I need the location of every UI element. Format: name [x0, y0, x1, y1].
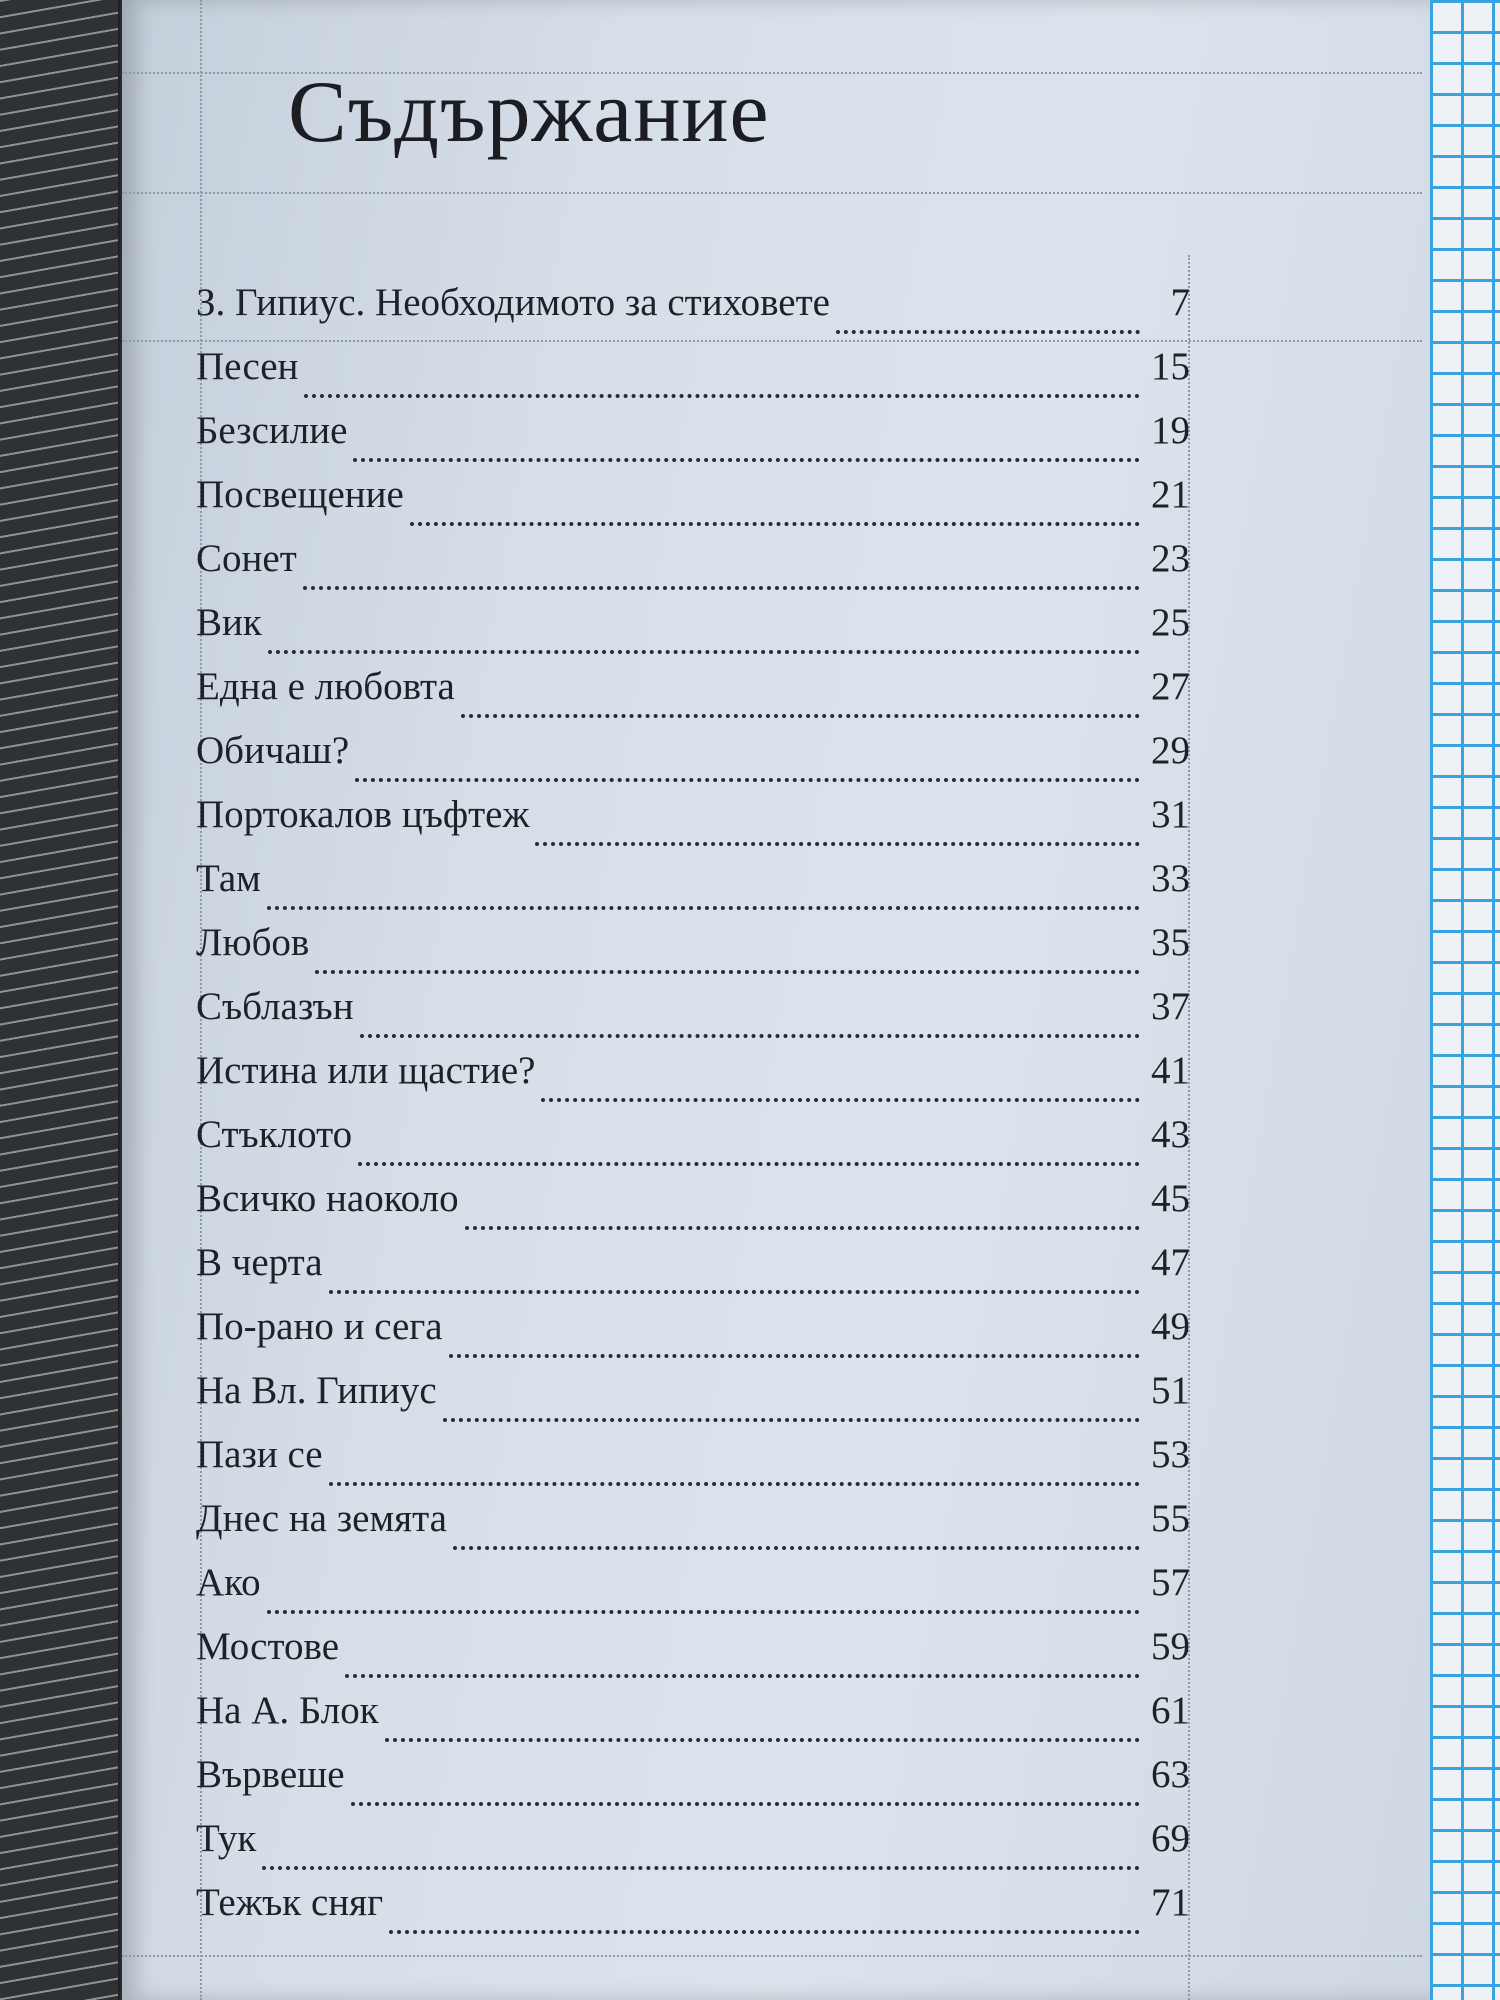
toc-entry-title: Пази се: [196, 1433, 323, 1476]
dot-leader: [410, 522, 1140, 526]
toc-entry: [196, 920, 1190, 984]
toc-entry-title: Обичаш?: [196, 729, 350, 772]
toc-entry-page-number: 21: [1151, 473, 1190, 516]
dot-leader: [449, 1354, 1140, 1358]
toc-entry-page-number: 51: [1151, 1369, 1190, 1412]
dot-leader: [355, 778, 1140, 782]
toc-entry-title: Една е любовта: [196, 665, 455, 708]
toc-entry-page-number: 25: [1151, 601, 1190, 644]
toc-entry-title: Любов: [196, 921, 310, 964]
toc-entry-title: Безсилие: [196, 409, 348, 452]
toc-entry-title: Стъклото: [196, 1113, 353, 1156]
dot-leader: [385, 1738, 1140, 1742]
toc-entry-page-number: 45: [1151, 1177, 1190, 1220]
toc-entry-page-number: 69: [1151, 1817, 1190, 1860]
toc-entry-title: Портокалов цъфтеж: [196, 793, 530, 836]
toc-entry-title: Там: [196, 857, 261, 900]
dot-leader: [453, 1546, 1140, 1550]
dot-leader: [389, 1930, 1140, 1934]
toc-entry: [196, 1240, 1190, 1304]
toc-entry-page-number: 53: [1151, 1433, 1190, 1476]
dot-leader: [541, 1098, 1140, 1102]
guide-line: [122, 192, 1422, 194]
dot-leader: [358, 1162, 1140, 1166]
toc-entry: [196, 1496, 1190, 1560]
toc-entry: [196, 1176, 1190, 1240]
toc-entry-page-number: 27: [1151, 665, 1190, 708]
dot-leader: [304, 394, 1140, 398]
toc-entry-title: Ако: [196, 1561, 261, 1604]
toc-entry-page-number: 59: [1151, 1625, 1190, 1668]
toc-entry: [196, 664, 1190, 728]
table-of-contents: [196, 280, 1190, 1944]
toc-entry-page-number: 47: [1151, 1241, 1190, 1284]
toc-entry: [196, 1048, 1190, 1112]
toc-entry-page-number: 15: [1151, 345, 1190, 388]
toc-entry: [196, 856, 1190, 920]
toc-entry-title: Сонет: [196, 537, 297, 580]
dot-leader: [267, 1610, 1140, 1614]
toc-entry-title: Тук: [196, 1817, 257, 1860]
book-spine-edge: [0, 0, 118, 2000]
toc-entry-page-number: 41: [1151, 1049, 1190, 1092]
dot-leader: [329, 1290, 1140, 1294]
toc-entry-title: Съблазън: [196, 985, 354, 1028]
toc-entry-page-number: 55: [1151, 1497, 1190, 1540]
toc-entry-title: Мостове: [196, 1625, 340, 1668]
toc-entry-title: Всичко наоколо: [196, 1177, 459, 1220]
toc-entry: [196, 1816, 1190, 1880]
dot-leader: [360, 1034, 1140, 1038]
toc-entry: [196, 472, 1190, 536]
dot-leader: [535, 842, 1140, 846]
toc-entry-page-number: 37: [1151, 985, 1190, 1028]
grid-paper: [1430, 0, 1500, 2000]
toc-entry: [196, 1304, 1190, 1368]
dot-leader: [351, 1802, 1140, 1806]
toc-entry-page-number: 7: [1170, 281, 1190, 324]
toc-entry: [196, 536, 1190, 600]
toc-entry-title: Истина или щастие?: [196, 1049, 536, 1092]
toc-entry: [196, 1560, 1190, 1624]
toc-entry-title: Посвещение: [196, 473, 404, 516]
toc-entry: [196, 280, 1190, 344]
toc-entry-page-number: 35: [1151, 921, 1190, 964]
dot-leader: [262, 1866, 1140, 1870]
dot-leader: [345, 1674, 1140, 1678]
toc-entry-title: В черта: [196, 1241, 323, 1284]
toc-entry: [196, 408, 1190, 472]
toc-entry-title: На А. Блок: [196, 1689, 379, 1732]
toc-entry-title: Песен: [196, 345, 299, 388]
toc-entry: [196, 1752, 1190, 1816]
toc-entry-title: На Вл. Гипиус: [196, 1369, 437, 1412]
toc-entry-page-number: 63: [1151, 1753, 1190, 1796]
dot-leader: [268, 650, 1140, 654]
page-title: Съдържание: [288, 64, 770, 161]
dot-leader: [443, 1418, 1140, 1422]
dot-leader: [267, 906, 1140, 910]
toc-entry: [196, 792, 1190, 856]
toc-entry: [196, 1368, 1190, 1432]
toc-entry-page-number: 33: [1151, 857, 1190, 900]
dot-leader: [303, 586, 1140, 590]
dot-leader: [315, 970, 1140, 974]
toc-entry-page-number: 71: [1151, 1881, 1190, 1924]
toc-entry: [196, 344, 1190, 408]
toc-entry: [196, 600, 1190, 664]
toc-entry: [196, 1880, 1190, 1944]
dot-leader: [465, 1226, 1140, 1230]
toc-entry: [196, 1688, 1190, 1752]
toc-entry: [196, 984, 1190, 1048]
toc-entry-title: З. Гипиус. Необходимото за стиховете: [196, 281, 830, 324]
toc-entry-title: Вървеше: [196, 1753, 345, 1796]
toc-entry-page-number: 43: [1151, 1113, 1190, 1156]
toc-entry-title: Днес на земята: [196, 1497, 447, 1540]
dot-leader: [329, 1482, 1140, 1486]
toc-entry-page-number: 61: [1151, 1689, 1190, 1732]
toc-entry: [196, 1112, 1190, 1176]
guide-line: [122, 1955, 1422, 1957]
dot-leader: [353, 458, 1140, 462]
toc-entry-page-number: 57: [1151, 1561, 1190, 1604]
toc-entry-title: По-рано и сега: [196, 1305, 443, 1348]
dot-leader: [836, 330, 1140, 334]
toc-entry-page-number: 31: [1151, 793, 1190, 836]
toc-entry-page-number: 49: [1151, 1305, 1190, 1348]
toc-entry-page-number: 29: [1151, 729, 1190, 772]
toc-entry-page-number: 19: [1151, 409, 1190, 452]
toc-entry: [196, 1624, 1190, 1688]
toc-entry-title: Вик: [196, 601, 262, 644]
toc-entry: [196, 728, 1190, 792]
toc-entry: [196, 1432, 1190, 1496]
toc-entry-title: Тежък сняг: [196, 1881, 384, 1924]
dot-leader: [461, 714, 1140, 718]
toc-entry-page-number: 23: [1151, 537, 1190, 580]
